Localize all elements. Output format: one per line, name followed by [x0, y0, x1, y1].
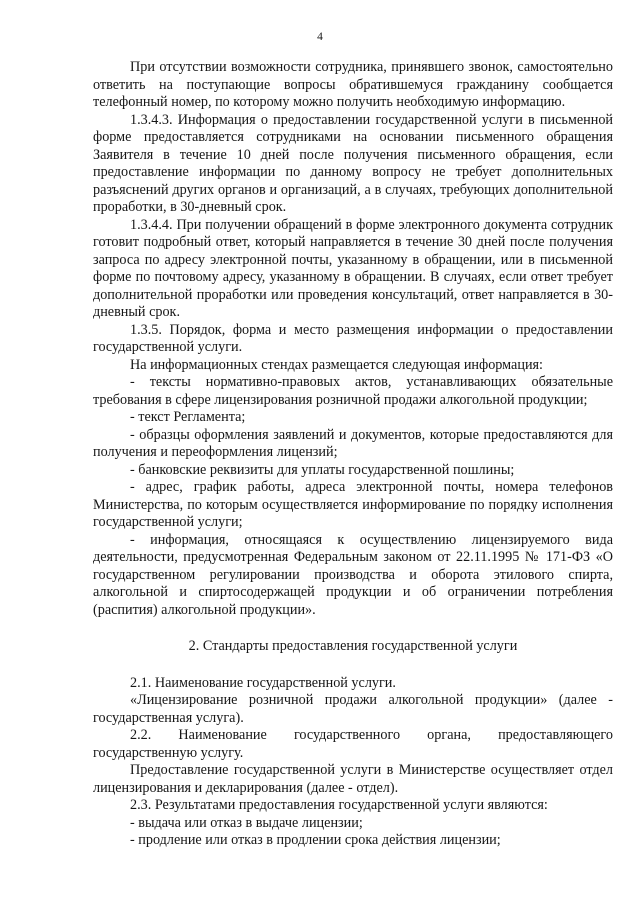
body-text [93, 59, 613, 850]
list-item: - выдача или отказ в выдаче лицензии; [130, 814, 363, 831]
list-item: - адрес, график работы, адреса электронной почты, номера телефонов Министерства, по которым осуществляется информирование по порядку исполнения государственной услуги; [93, 479, 613, 530]
paragraph-2-3: 2.3. Результатами предоставления государственной услуги являются: [130, 797, 548, 813]
list-item: - информация, относящаяся к осуществлению лицензируемого вида деятельности, предусмотренная Федеральным законом от 22.11.1995 № 171-ФЗ «О государственном регулировании производства и оборота этилового спирта, алкогольной и спиртосодержащей продукции и об ограничении потребления (распития) алкогольной продукции». [93, 531, 613, 618]
paragraph: Предоставление государственной услуги в Министерстве осуществляет отдел лицензирования и декларирования (далее - отдел). [93, 762, 613, 796]
list-item: - текст Регламента; [130, 409, 246, 425]
list-item: - тексты нормативно-правовых актов, устанавливающих обязательные требования в сфере лицензирования розничной продажи алкогольной продукции; [93, 374, 613, 408]
list-item: - банковские реквизиты для уплаты государственной пошлины; [130, 461, 515, 478]
list-item: - продление или отказ в продлении срока действия лицензии; [130, 832, 501, 848]
section-heading: 2. Стандарты предоставления государственной услуги [188, 638, 518, 654]
paragraph-1-3-4-4: 1.3.4.4. При получении обращений в форме электронного документа сотрудник готовит подробный ответ, который направляется в течение 30 дней после получения запроса по адресу электронной почты, указанному в обращении, или в письменной форме по почтовому адресу, указанному в обращении. В случаях, если ответ требует дополнительной проработки или проведения консультаций, ответ направляется в 30-дневный срок. [93, 216, 613, 320]
paragraph-2-2: 2.2. Наименование государственного органа, предоставляющего государственную услугу. [93, 727, 613, 761]
page-number: 4 [317, 31, 323, 43]
paragraph-1-3-5: 1.3.5. Порядок, форма и место размещения информации о предоставлении государственной услуги. [93, 321, 613, 355]
paragraph: «Лицензирование розничной продажи алкогольной продукции» (далее - государственная услуга). [93, 692, 613, 726]
paragraph-1-3-4-3: 1.3.4.3. Информация о предоставлении государственной услуги в письменной форме предоставляется сотрудниками на основании письменного обращения Заявителя в течение 10 дней после получения письменного обращения, если предоставление информации по данному вопросу не требует дополнительных разъяснений других органов и организаций, а в случаях, требующих дополнительной проработки, в 30-дневный срок. [93, 111, 613, 215]
paragraph: При отсутствии возможности сотрудника, принявшего звонок, самостоятельно ответить на поступающие вопросы обратившемуся гражданину сообщается телефонный номер, по которому можно получить необходимую информацию. [93, 59, 613, 110]
paragraph-2-1: 2.1. Наименование государственной услуги. [130, 674, 396, 691]
list-item: - образцы оформления заявлений и документов, которые предоставляются для получения и переоформления лицензий; [93, 426, 613, 460]
paragraph: На информационных стендах размещается следующая информация: [130, 356, 544, 373]
